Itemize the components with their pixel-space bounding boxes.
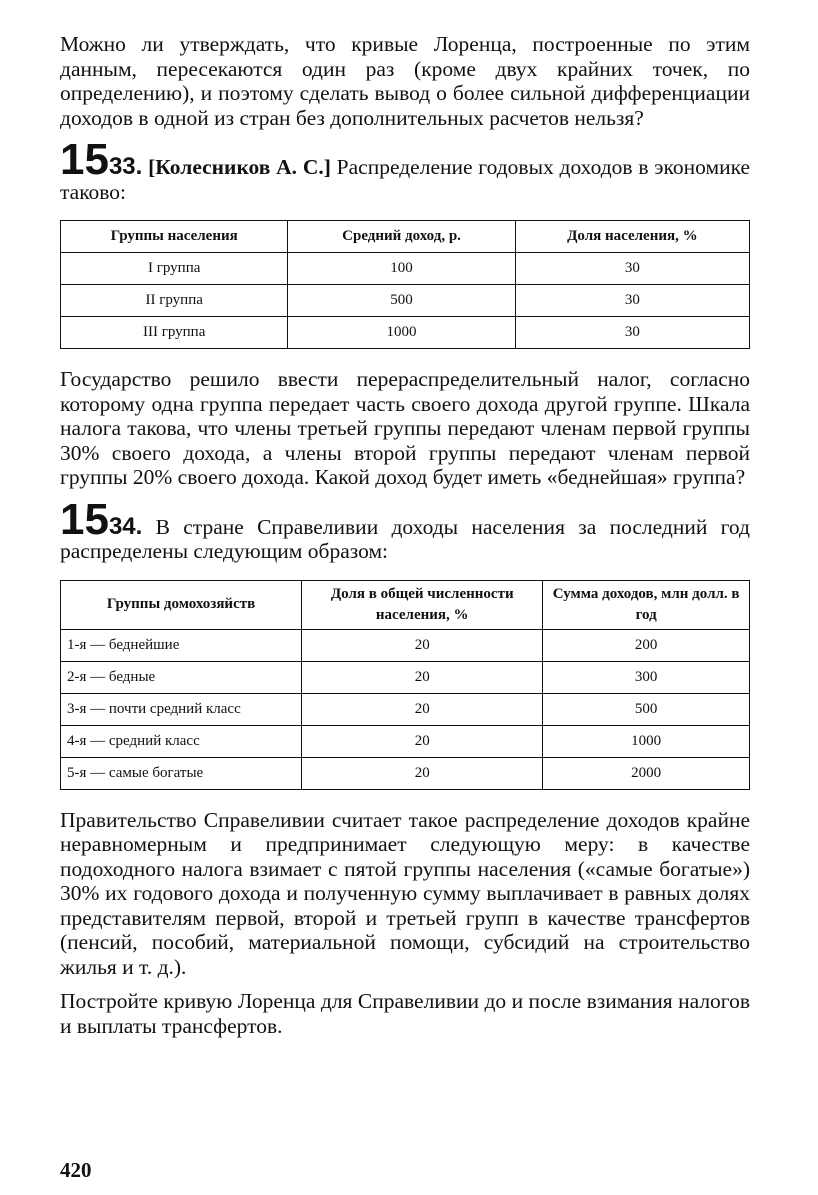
table-row <box>61 317 750 349</box>
table-cell: I группа <box>61 253 288 285</box>
table-cell: 20 <box>302 693 543 725</box>
problem-1533-author: [Колесников А. С.] <box>148 155 331 179</box>
table-cell: 1-я — беднейшие <box>61 629 302 661</box>
problem-1534-paragraph-1: Правительство Справеливии считает такое распределение доходов крайне неравномерным и предпринимает следующую меру: в качестве подоходного налога взимает с пятой группы населения («самые богатые») 30% их годового дохода и полученную сумму выплачивает в равных долях представителям первой, второй и третьей групп в качестве трансфертов (пенсий, пособий, материальной помощи, субсидий на строительство жилья и т. д.). <box>60 807 750 979</box>
table-cell: III группа <box>61 317 288 349</box>
household-income-table <box>60 580 750 790</box>
table-cell: 20 <box>302 661 543 693</box>
table-header-row <box>61 221 750 253</box>
table-row <box>61 725 750 757</box>
table-header-cell: Средний доход, р. <box>288 221 515 253</box>
problem-1533-statement <box>60 135 751 204</box>
table-cell: 2-я — бедные <box>61 661 302 693</box>
table-cell: II группа <box>61 285 288 317</box>
table-row <box>61 693 750 725</box>
page-number: 420 <box>60 1158 92 1182</box>
table-row <box>61 253 750 285</box>
table-cell: 20 <box>302 629 543 661</box>
table-cell: 30 <box>515 285 749 317</box>
table-cell: 5-я — самые богатые <box>61 757 302 789</box>
table-cell: 4-я — средний класс <box>61 725 302 757</box>
table-cell: 3-я — почти средний класс <box>61 693 302 725</box>
table-row <box>61 661 750 693</box>
problem-1534-text: В стране Справеливии доходы населения за последний год распределены следующим образом: <box>60 514 750 563</box>
table-cell: 20 <box>302 757 543 789</box>
table-cell: 1000 <box>288 317 515 349</box>
table-header-row <box>61 580 750 629</box>
problem-1533-text: Распределение годовых доходов в экономике таково: <box>60 155 751 204</box>
table-row <box>61 757 750 789</box>
table-row <box>61 285 750 317</box>
problem-1534-statement <box>60 494 750 564</box>
table-cell: 200 <box>543 629 750 661</box>
table-header-cell: Доля в общей численности населения, % <box>302 580 543 629</box>
table-cell: 2000 <box>543 757 750 789</box>
problem-1534-paragraph-2: Постройте кривую Лоренца для Справеливии до и после взимания налогов и выплаты трансфертов. <box>60 989 750 1038</box>
table-cell: 20 <box>302 725 543 757</box>
table-cell: 1000 <box>543 725 750 757</box>
intro-paragraph: Можно ли утверждать, что кривые Лоренца, построенные по этим данным, пересекаются один раз (кроме двух крайних точек, по определению), и поэтому сделать вывод о более сильной дифференциации доходов в одной из стран без дополнительных расчетов нельзя? <box>60 32 750 130</box>
problem-1534-number: 1534. <box>60 494 143 544</box>
table-cell: 500 <box>288 285 515 317</box>
problem-1533-number: 1533. <box>60 135 143 184</box>
table-header-cell: Сумма доходов, млн долл. в год <box>543 580 750 629</box>
income-distribution-table <box>60 220 750 349</box>
table-cell: 100 <box>288 253 515 285</box>
problem-1533-question: Государство решило ввести перераспределительный налог, согласно которому одна группа передает часть своего дохода другой группе. Шкала налога такова, что члены третьей группы передают членам первой группы 30% своего дохода, а члены второй группы передают членам первой группы 20% своего дохода. Какой доход будет иметь «беднейшая» группа? <box>60 367 750 489</box>
paragraph-gap <box>60 979 750 989</box>
table-header-cell: Группы населения <box>61 221 288 253</box>
page-content <box>60 32 750 1038</box>
table-cell: 30 <box>515 253 749 285</box>
table-cell: 500 <box>543 693 750 725</box>
table-header-cell: Группы домохозяйств <box>61 580 302 629</box>
table-header-cell: Доля населения, % <box>515 221 749 253</box>
table-row <box>61 629 750 661</box>
table-cell: 30 <box>515 317 749 349</box>
table-cell: 300 <box>543 661 750 693</box>
